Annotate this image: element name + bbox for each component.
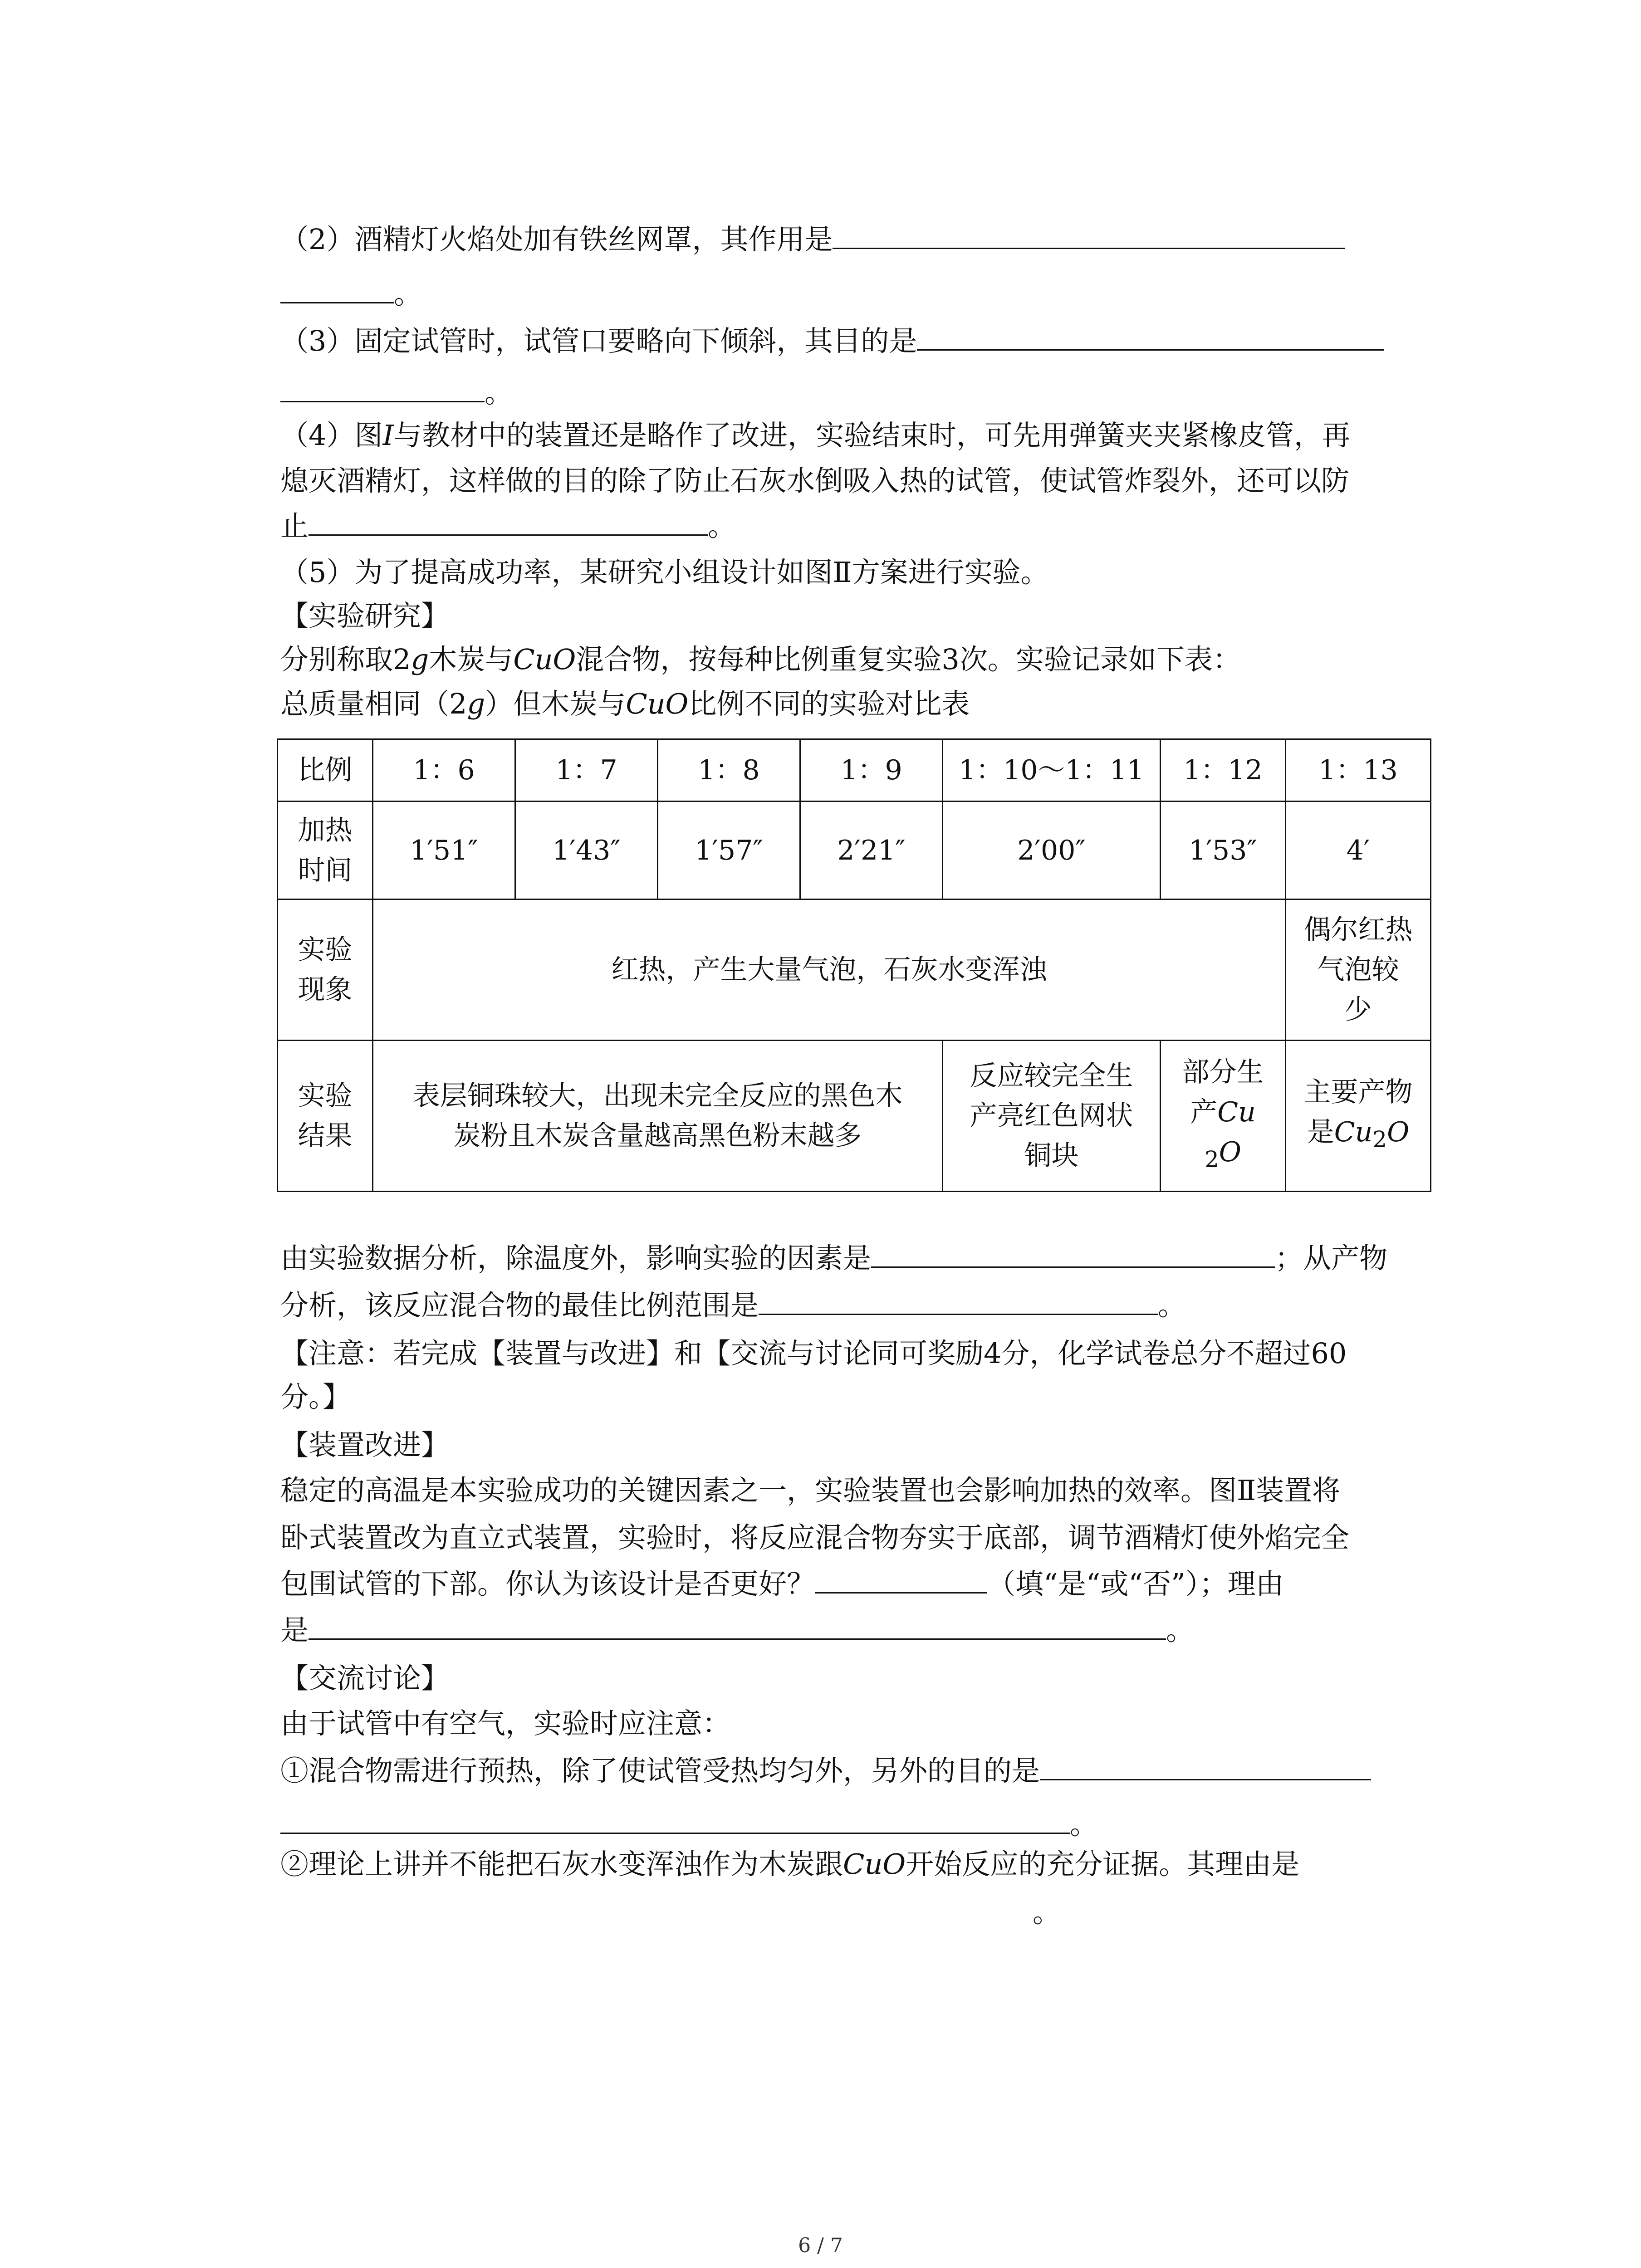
comparison-table [277, 738, 1431, 1192]
result-c-2b: Cu [1217, 1096, 1256, 1128]
discussion-l5-end: 。 [1033, 1896, 1061, 1929]
caption-f: 比例不同的实验对比表 [688, 687, 970, 720]
research-times: 3 [941, 643, 960, 676]
result-label-1: 实验 [298, 1080, 353, 1112]
q5-line: （5）为了提高成功率，某研究小组设计如图Ⅱ方案进行实验。 [280, 556, 1049, 589]
phenomenon-label-2: 现象 [298, 974, 353, 1006]
time-cell: 2′00″ [943, 802, 1161, 899]
caption-a: 总质量相同（ [280, 687, 450, 720]
result-label [278, 1040, 373, 1191]
time-label-2: 时间 [298, 854, 353, 886]
q4-fig-label: I [382, 419, 394, 452]
factor-answer-blank[interactable] [871, 1240, 1275, 1268]
device-line-2: 卧式装置改为直立式装置，实验时，将反应混合物夯实于底部，调节酒精灯使外焰完全 [280, 1521, 1350, 1554]
result-label-2: 结果 [298, 1119, 353, 1152]
result-d-2 [1291, 1112, 1425, 1159]
result-d [1286, 1040, 1431, 1191]
discussion-cuo: CuO [843, 1848, 906, 1881]
q3-line-2 [280, 375, 513, 411]
device-l4-end: 。 [1166, 1613, 1195, 1647]
result-c-2 [1166, 1092, 1280, 1132]
ratio-cell: 1：12 [1161, 739, 1286, 802]
discussion-line-4 [280, 1846, 1299, 1882]
analysis-line-1 [280, 1240, 1387, 1276]
ratio-row [278, 739, 1431, 802]
research-unit: g [411, 643, 429, 676]
research-mass: 2 [393, 643, 411, 676]
ratio-cell: 1：7 [515, 739, 658, 802]
note-l1d: 60 [1311, 1337, 1347, 1370]
analysis-l2-end: 。 [1158, 1289, 1186, 1322]
result-b-3: 铜块 [1024, 1139, 1079, 1172]
q3-answer-blank-cont[interactable] [280, 375, 485, 402]
caption-d: ）但木炭与 [485, 687, 626, 720]
result-c-sub: 2 [1204, 1146, 1219, 1173]
research-s4: 次。实验记录如下表： [959, 643, 1241, 676]
discussion-l2: ①混合物需进行预热，除了使试管受热均匀外，另外的目的是 [280, 1754, 1040, 1787]
phenomenon-main: 红热，产生大量气泡，石灰水变浑浊 [373, 899, 1286, 1041]
phenomenon-label-1: 实验 [298, 934, 353, 966]
result-c-2a: 产 [1190, 1096, 1218, 1128]
device-l3: 包围试管的下部。你认为该设计是否更好？ [280, 1567, 815, 1600]
time-row [278, 802, 1431, 899]
caption-e: CuO [626, 687, 689, 720]
ratio-cell: 1：9 [800, 739, 943, 802]
q4-line-1 [280, 417, 1350, 454]
research-text [280, 641, 1241, 678]
phenomenon-last-2: 气泡较 [1317, 954, 1399, 986]
discussion-line-1: 由于试管中有空气，实验时应注意： [280, 1707, 731, 1740]
result-d-2c: O [1387, 1116, 1410, 1148]
result-b-1: 反应较完全生 [970, 1060, 1133, 1092]
ratio-cell: 1：8 [658, 739, 800, 802]
analysis-l2: 分析，该反应混合物的最佳比例范围是 [280, 1289, 759, 1322]
q4-post: 与教材中的装置还是略作了改进，实验结束时，可先用弹簧夹夹紧橡皮管，再 [393, 419, 1350, 452]
phenomenon-label [278, 899, 373, 1041]
q3-text: （3）固定试管时，试管口要略向下倾斜，其目的是 [280, 324, 917, 357]
note-l1c: 分，化学试卷总分不超过 [1001, 1337, 1311, 1370]
device-line-1: 稳定的高温是本实验成功的关键因素之一，实验装置也会影响加热的效率。图Ⅱ装置将 [280, 1474, 1341, 1507]
time-label [278, 802, 373, 899]
note-line-1 [280, 1335, 1347, 1372]
result-d-2b: Cu [1334, 1116, 1373, 1148]
analysis-line-2 [280, 1287, 1186, 1324]
page-number: 6 / 7 [798, 2234, 843, 2257]
time-label-1: 加热 [298, 814, 353, 846]
note-l1a: 【注意：若完成【装置与改进】和【交流与讨论同可奖励 [280, 1337, 984, 1370]
research-s2: 木炭与 [429, 643, 514, 676]
q4-line-2: 熄灭酒精灯，这样做的目的除了防止石灰水倒吸入热的试管，使试管炸裂外，还可以防 [280, 464, 1350, 497]
research-s1: 分别称取 [280, 643, 393, 676]
phenomenon-last [1286, 899, 1431, 1041]
note-line-2: 分。】 [280, 1380, 351, 1413]
ratio-cell: 1：6 [373, 739, 515, 802]
result-c [1161, 1040, 1286, 1191]
preheat-answer-blank[interactable] [1040, 1753, 1371, 1780]
q3-line [280, 323, 1384, 359]
q3-end: 。 [485, 376, 513, 409]
time-cell: 1′57″ [658, 802, 800, 899]
caption-b: 2 [449, 687, 467, 720]
result-a [373, 1040, 943, 1191]
ratio-cell: 1：10～1：11 [943, 739, 1161, 802]
discussion-heading: 【交流讨论】 [280, 1662, 450, 1695]
research-s3: 混合物，按每种比例重复实验 [576, 643, 942, 676]
time-cell: 1′51″ [373, 802, 515, 899]
q2-line [280, 221, 1345, 258]
note-l1b: 4 [984, 1337, 1002, 1370]
device-l4: 是 [280, 1613, 309, 1647]
research-heading: 【实验研究】 [280, 599, 450, 632]
time-cell: 2′21″ [800, 802, 943, 899]
result-d-sub: 2 [1372, 1126, 1387, 1153]
device-heading: 【装置改进】 [280, 1428, 450, 1461]
time-cell: 1′53″ [1161, 802, 1286, 899]
table-caption [280, 686, 970, 722]
q3-answer-blank[interactable] [917, 323, 1384, 351]
result-row [278, 1040, 1431, 1191]
ratio-label: 比例 [278, 739, 373, 802]
q2-answer-blank-cont[interactable] [280, 276, 394, 303]
result-c-1: 部分生 [1182, 1056, 1264, 1088]
device-line-3 [280, 1566, 1284, 1602]
device-line-4 [280, 1612, 1194, 1648]
q2-answer-blank[interactable] [833, 221, 1345, 249]
preheat-answer-blank-cont[interactable] [280, 1806, 1070, 1834]
analysis-l1-end: ；从产物 [1275, 1242, 1388, 1275]
discussion-line-3 [280, 1806, 1098, 1843]
phenomenon-last-3: 少 [1344, 994, 1372, 1026]
result-d-2a: 是 [1307, 1116, 1334, 1148]
q4-line3-text: 止 [280, 509, 309, 543]
discussion-l4c: 开始反应的充分证据。其理由是 [906, 1848, 1300, 1881]
q4-answer-blank[interactable] [309, 508, 708, 536]
phenomenon-row [278, 899, 1431, 1041]
discussion-l3-end: 。 [1070, 1808, 1098, 1841]
discussion-line-5 [1033, 1894, 1061, 1931]
result-b [943, 1040, 1161, 1191]
yes-no-answer-blank[interactable] [815, 1566, 987, 1593]
ratio-answer-blank[interactable] [759, 1287, 1158, 1315]
result-a-1: 表层铜珠较大，出现未完全反应的黑色木 [412, 1080, 903, 1112]
analysis-l1: 由实验数据分析，除温度外，影响实验的因素是 [280, 1242, 872, 1275]
research-cuo: CuO [513, 643, 576, 676]
caption-c: g [467, 687, 485, 720]
result-b-2: 产亮红色网状 [970, 1100, 1133, 1132]
phenomenon-last-1: 偶尔红热 [1303, 914, 1413, 946]
result-c-3 [1166, 1132, 1280, 1179]
result-a-2: 炭粉且木炭含量越高黑色粉末越多 [453, 1119, 862, 1152]
result-d-1: 主要产物 [1303, 1076, 1413, 1108]
discussion-line-2 [280, 1753, 1371, 1789]
q4-end: 。 [708, 509, 736, 543]
discussion-l4a: ②理论上讲并不能把石灰水变浑浊作为木炭跟 [280, 1848, 843, 1881]
time-cell: 1′43″ [515, 802, 658, 899]
device-l3-end: （填“是“或“否”）；理由 [987, 1567, 1284, 1600]
q4-pre: （4）图 [280, 419, 383, 452]
time-cell: 4′ [1286, 802, 1431, 899]
ratio-cell: 1：13 [1286, 739, 1431, 802]
q2-text: （2）酒精灯火焰处加有铁丝网罩，其作用是 [280, 223, 833, 256]
result-c-3a: O [1219, 1136, 1241, 1168]
q2-line-2 [280, 276, 422, 312]
reason-answer-blank[interactable] [309, 1612, 1166, 1640]
q2-end: 。 [394, 277, 422, 310]
q4-line-3 [280, 508, 736, 544]
